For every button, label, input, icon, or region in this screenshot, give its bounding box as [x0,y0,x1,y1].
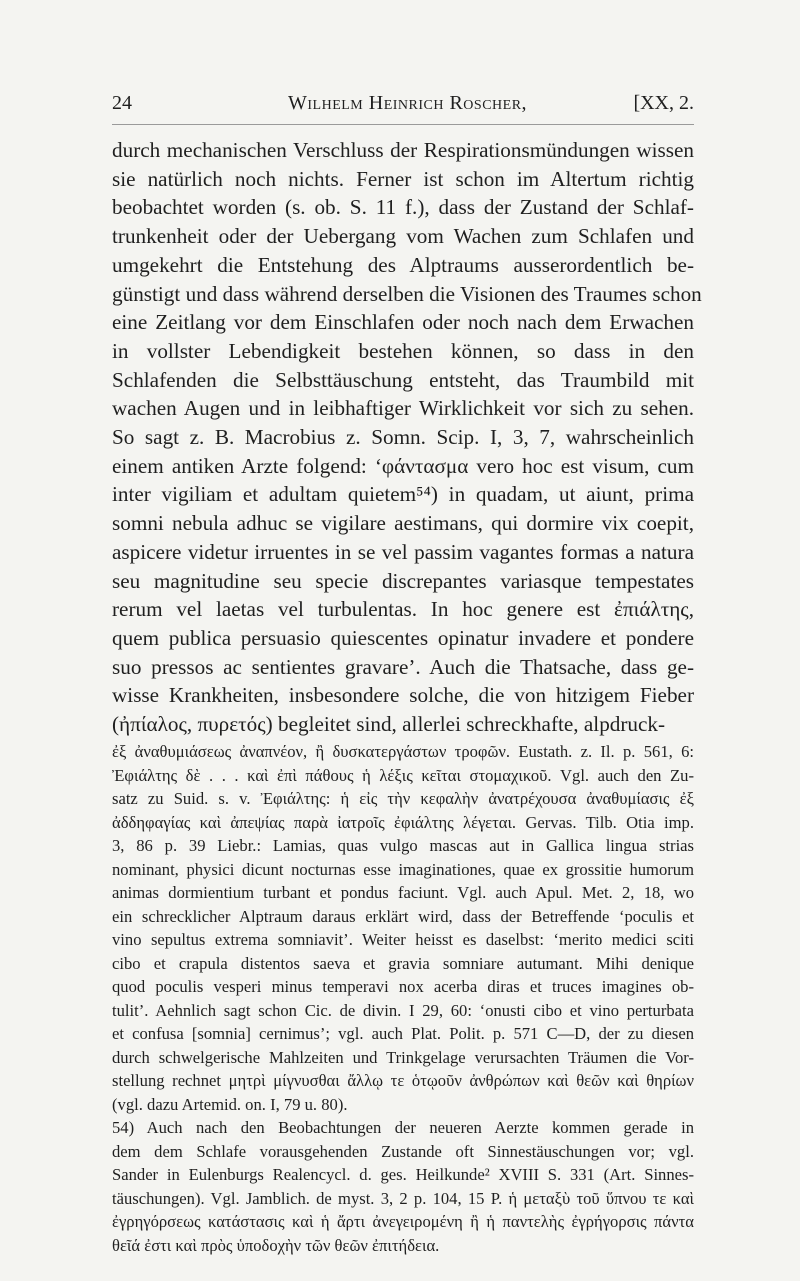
main-text [112,136,702,739]
text-line: beobachtet worden (s. ob. S. 11 f.), dass der Zustand der Schlaf- [112,195,694,220]
text-line: suo pressos ac sentientes gravare’. Auch die Thatsache, dass ge- [112,654,694,679]
page-header [112,92,694,122]
text-line: inter vigiliam et adultam quietem⁵⁴) in quadam, ut aiunt, prima [112,482,694,507]
footnote-line: cibo et crapula distentos saeva et gravia somniare autumant. Mihi denique [112,953,694,973]
text-line: einem antiken Arzte folgend: ‘φάντασμα vero hoc est visum, cum [112,453,694,478]
text-line: rerum vel laetas vel turbulentas. In hoc genere est ἐπιάλτης, [112,597,694,622]
footnote-line: θεῖά ἐστι καὶ πρὸς ὑποδοχὴν τῶν θεῶν ἐπιτήδεια. [112,1235,440,1255]
text-line: trunkenheit oder der Uebergang vom Wachen zum Schlafen und [112,224,694,249]
footnote-line: Sander in Eulenburgs Realencycl. d. ges. Heilkunde² XVIII S. 331 (Art. Sinnes- [112,1165,694,1184]
footnote-line: 3, 86 p. 39 Liebr.: Lamias, quas vulgo mascas aut in Gallica lingua strias [112,836,694,855]
text-line: quem publica persuasio quiescentes opinatur invadere et pondere [112,625,694,650]
header-divider [112,124,694,125]
text-line: Schlafenden die Selbsttäuschung entsteht, das Traumbild mit [112,367,694,392]
footnote-line: ἐξ ἀναθυμιάσεως ἀναπνέον, ἢ δυσκατεργάστων τροφῶν. Eustath. z. Il. p. 561, 6: [112,742,694,761]
text-line: umgekehrt die Entstehung des Alptraums ausserordentlich be- [112,252,694,277]
footnote-line: ἐγρηγόρσεως κατάστασις καὶ ἡ ἄρτι ἀνεγειρομένη ἢ ἡ παντελὴς ἐγρήγορσις πάντα [112,1212,694,1231]
footnote-line: quod poculis vesperi minus temperavi nox acerba diras et truces imagines ob- [112,977,694,996]
footnote-line: dem dem Schlafe vorausgehenden Zustande oft Sinnestäuschungen vor; vgl. [112,1141,694,1161]
text-line: seu magnitudine seu specie discrepantes variasque tempestates [112,568,694,593]
footnote-line: täuschungen). Vgl. Jamblich. de myst. 3, 2 p. 104, 15 P. ἡ μεταξὺ τοῦ ὕπνου τε καὶ [112,1188,694,1208]
footnote-line: vino sepultus extrema somniavit’. Weiter heisst es daselbst: ‘merito medici sciti [112,930,694,949]
footnote-line: ein schrecklicher Alptraum daraus erklärt wird, dass der Betreffende ‘poculis et [112,906,694,926]
text-line: somni nebula adhuc se vigilare aestimans, qui dormire vix coepit, [112,511,694,536]
text-line: günstigt und dass während derselben die Visionen des Traumes schon [112,281,702,306]
footnote-line: tulit’. Aehnlich sagt schon Cic. de divin. I 29, 60: ‘onusti cibo et vino perturbata [112,1000,694,1020]
footnote-line: 54) Auch nach den Beobachtungen der neueren Aerzte kommen gerade in [112,1118,694,1137]
text-line: So sagt z. B. Macrobius z. Somn. Scip. I, 3, 7, wahrscheinlich [112,425,694,450]
text-line: (ἠπίαλος, πυρετός) begleitet sind, allerlei schreckhafte, alpdruck- [112,712,666,737]
footnote-line: et confusa [somnia] cernimus’; vgl. auch Plat. Polit. p. 571 C—D, der zu diesen [112,1024,694,1043]
footnote-line: Ἐφιάλτης δὲ . . . καὶ ἐπὶ πάθους ἡ λέξις κεῖται στομαχικοῦ. Vgl. auch den Zu- [112,765,694,785]
footnote-line: durch schwelgerische Mahlzeiten und Trinkgelage verursachten Träumen die Vor- [112,1047,694,1067]
text-line: in vollster Lebendigkeit bestehen können, so dass in den [112,338,694,363]
footnote-line: nominant, physici dicunt nocturnas esse imaginationes, quae ex grossitie humorum [112,859,694,879]
section-reference: [XX, 2. [633,92,694,114]
text-line: wisse Krankheiten, insbesondere solche, die von hitzigem Fieber [112,683,694,708]
text-line: aspicere videtur irruentes in se vel passim vagantes formas a natura [112,539,694,564]
footnote-line: ἀδδηφαγίας καὶ ἀπεψίας παρὰ ἰατροῖς ἐφιάλτης λέγεται. Gervas. Tilb. Otia imp. [112,812,694,832]
footnotes [112,740,694,1257]
text-line: wachen Augen und in leibhaftiger Wirklichkeit vor sich zu sehen. [112,396,694,421]
footnote-line: animas dormientium turbant et pondus faciunt. Vgl. auch Apul. Met. 2, 18, wo [112,883,694,902]
page-number: 24 [112,92,132,114]
text-line: sie natürlich noch nichts. Ferner ist schon im Altertum richtig [112,166,694,191]
footnote-line: satz zu Suid. s. v. Ἐφιάλτης: ἡ εἰς τὴν κεφαλὴν ἀνατρέχουσα ἀναθυμίασις ἐξ [112,789,694,808]
running-title: Wilhelm Heinrich Roscher, [288,92,528,114]
footnote-line: (vgl. dazu Artemid. on. I, 79 u. 80). [112,1094,348,1114]
footnote-line: stellung rechnet μητρὶ μίγνυσθαι ἄλλῳ τε ὁτῳοῦν ἀνθρώπων καὶ θεῶν καὶ θηρίων [112,1071,694,1090]
text-line: eine Zeitlang vor dem Einschlafen oder noch nach dem Erwachen [112,310,694,335]
text-line: durch mechanischen Verschluss der Respirationsmündungen wissen [112,138,694,162]
